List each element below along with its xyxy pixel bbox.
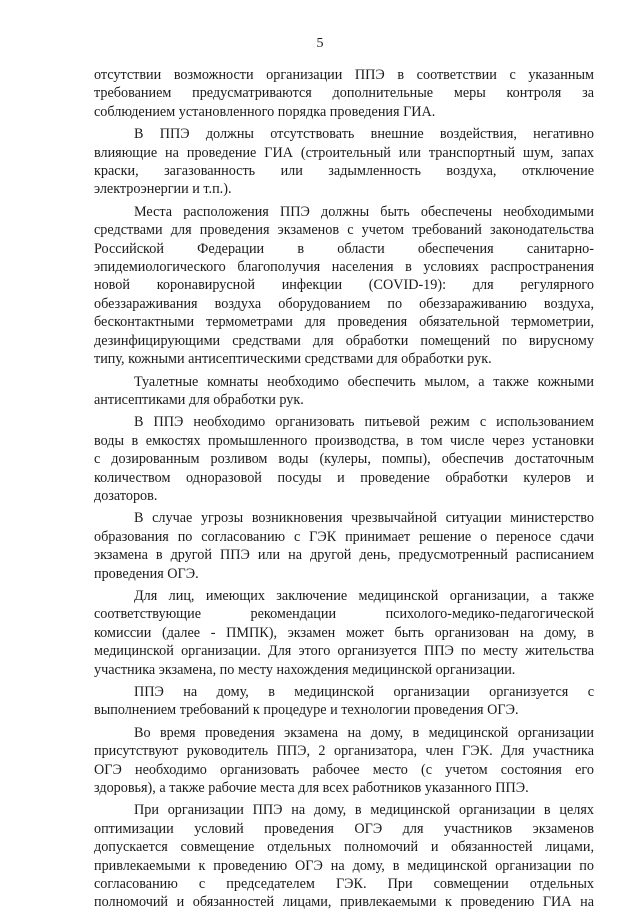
paragraph [94, 724, 594, 798]
text-line: средствами для проведения экзаменов с учетом требований законодательства [94, 222, 594, 239]
text-line: соответствующие рекомендации психолого-медико-педагогической [94, 606, 594, 623]
paragraph [94, 413, 594, 505]
paragraph [94, 66, 594, 121]
text-line: дезинфицирующими средствами для обработки помещений по вирусному [94, 332, 594, 349]
text-line: Места расположения ППЭ должны быть обеспечены необходимыми [134, 203, 594, 220]
text-line: эпидемиологического благополучия населения в условиях распространения [94, 259, 594, 276]
document-body [94, 66, 594, 912]
text-line: участника экзамена, по месту нахождения медицинской организации. [94, 661, 516, 678]
text-line: Для лиц, имеющих заключение медицинской организации, а также [134, 587, 594, 604]
text-line: Российской Федерации в области обеспечения санитарно- [94, 240, 594, 257]
text-line: новой коронавирусной инфекции (COVID-19): для регулярного [94, 277, 594, 294]
text-line: здоровья), а также рабочие места для всех работников указанного ППЭ. [94, 780, 529, 797]
text-line: В ППЭ необходимо организовать питьевой режим с использованием [134, 414, 594, 431]
text-line: обеззараживания воздуха оборудованием по обеззараживанию воздуха, [94, 295, 594, 312]
text-line: типу, кожными антисептическими средствами для обработки рук. [94, 351, 492, 368]
text-line: ОГЭ необходимо организовать рабочее место (с учетом состояния его [94, 761, 594, 778]
text-line: присутствуют руководитель ППЭ, 2 организатора, член ГЭК. Для участника [94, 743, 594, 760]
paragraph [94, 373, 594, 410]
text-line: электроэнергии и т.п.). [94, 181, 232, 198]
paragraph [94, 509, 594, 583]
text-line: влияющие на проведение ГИА (строительный или транспортный шум, запах [94, 144, 594, 161]
text-line: отсутствии возможности организации ППЭ в соответствии с указанным [94, 67, 594, 83]
text-line: При организации ППЭ на дому, в медицинской организации в целях [134, 802, 594, 819]
text-line: воды в емкостях промышленного производства, в том числе через установки [94, 432, 594, 449]
text-line: согласованию с председателем ГЭК. При совмещении отдельных [94, 876, 594, 893]
text-line: привлекаемыми к проведению ОГЭ на дому, в медицинской организации по [94, 857, 594, 874]
paragraph [94, 683, 594, 720]
text-line: соблюдением установленного порядка проведения ГИА. [94, 103, 436, 120]
text-line: оптимизации условий проведения ОГЭ для участников экзаменов [94, 820, 594, 837]
text-line: с дозированным розливом воды (кулеры, помпы), обеспечив достаточным [94, 451, 594, 468]
text-line: допускается совмещение отдельных полномочий и обязанностей лицами, [94, 839, 594, 856]
paragraph [94, 203, 594, 369]
text-line: ППЭ на дому, в медицинской организации организуется с [134, 684, 594, 700]
text-line: антисептиками для обработки рук. [94, 391, 304, 408]
text-line: комиссии (далее - ПМПК), экзамен может быть организован на дому, в [94, 624, 594, 641]
paragraph [94, 125, 594, 199]
page-number: 5 [316, 36, 324, 51]
text-line: полномочий и обязанностей лицами, привлекаемыми к проведению ГИА на [94, 894, 594, 911]
text-line: краски, загазованность или задымленность воздуха, отключение [94, 163, 594, 180]
text-line: В случае угрозы возникновения чрезвычайной ситуации министерство [134, 510, 594, 527]
text-line: экзамена в другой ППЭ или на другой день, предусмотренный расписанием [94, 547, 594, 564]
text-line: образования по согласованию с ГЭК принимает решение о переносе сдачи [94, 528, 594, 545]
text-line: требованием предусматриваются дополнительные меры контроля за [94, 85, 594, 102]
text-line: проведения ОГЭ. [94, 565, 199, 582]
text-line: выполнением требований к процедуре и технологии проведения ОГЭ. [94, 702, 519, 719]
text-line: Туалетные комнаты необходимо обеспечить мылом, а также кожными [134, 373, 594, 390]
text-line: бесконтактными термометрами для проведения обязательной термометрии, [94, 314, 594, 331]
text-line: дозаторов. [94, 487, 158, 504]
text-line: медицинской организации. Для этого организуется ППЭ по месту жительства [94, 643, 594, 660]
paragraph [94, 587, 594, 679]
text-line: количеством одноразовой посуды и проведение обработки кулеров и [94, 469, 594, 486]
paragraph [94, 801, 594, 911]
text-line: Во время проведения экзамена на дому, в медицинской организации [134, 724, 594, 741]
text-line: В ППЭ должны отсутствовать внешние воздействия, негативно [134, 126, 594, 143]
